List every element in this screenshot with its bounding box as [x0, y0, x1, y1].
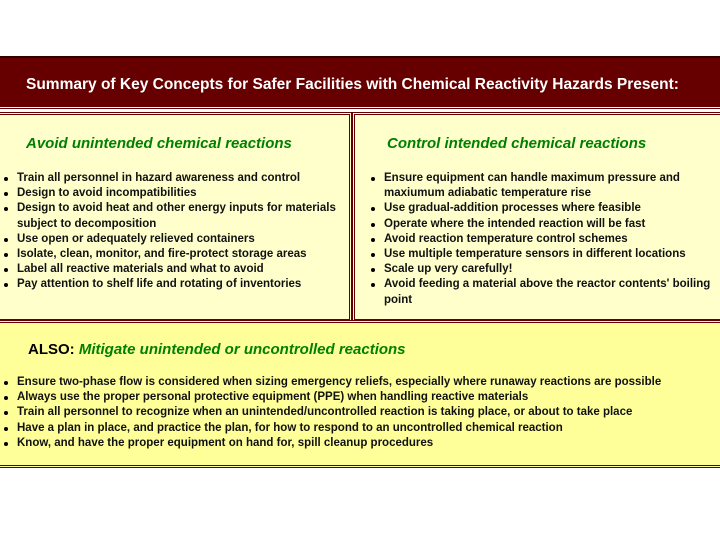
avoid-heading: Avoid unintended chemical reactions: [26, 135, 292, 152]
also-label: ALSO:: [28, 341, 79, 358]
list-item: Avoid reaction temperature control schemes: [367, 232, 719, 247]
mitigate-heading-text: Mitigate unintended or uncontrolled reactions: [78, 341, 406, 358]
list-item: Pay attention to shelf life and rotating of inventories: [0, 277, 340, 292]
list-item: Operate where the intended reaction will be fast: [367, 217, 719, 232]
list-item: Label all reactive materials and what to avoid: [0, 262, 340, 277]
control-list: [367, 171, 719, 308]
page-title: Summary of Key Concepts for Safer Facilities with Chemical Reactivity Hazards Present:: [0, 56, 720, 110]
mitigate-panel: [0, 320, 720, 468]
list-item: Use gradual-addition processes where feasible: [367, 201, 719, 216]
list-item: Ensure two-phase flow is considered when sizing emergency reliefs, especially where runaway reactions are possible: [0, 375, 715, 390]
list-item: Know, and have the proper equipment on hand for, spill cleanup procedures: [0, 436, 715, 451]
list-item: Ensure equipment can handle maximum pressure and maxiumum adiabatic temperature rise: [367, 171, 719, 201]
mitigate-heading: [28, 341, 406, 358]
mitigate-list: [0, 375, 715, 451]
list-item: Avoid feeding a material above the reactor contents' boiling point: [367, 277, 719, 307]
avoid-list: [0, 171, 340, 293]
control-heading: Control intended chemical reactions: [387, 135, 647, 152]
list-item: Scale up very carefully!: [367, 262, 719, 277]
list-item: Have a plan in place, and practice the plan, for how to respond to an uncontrolled chemical reaction: [0, 421, 715, 436]
list-item: Always use the proper personal protective equipment (PPE) when handling reactive materials: [0, 390, 715, 405]
list-item: Design to avoid incompatibilities: [0, 186, 340, 201]
list-item: Train all personnel to recognize when an unintended/uncontrolled reaction is taking place, or about to take place: [0, 405, 715, 420]
avoid-panel: [0, 112, 352, 322]
list-item: Use open or adequately relieved containers: [0, 232, 340, 247]
list-item: Isolate, clean, monitor, and fire-protect storage areas: [0, 247, 340, 262]
control-panel: [352, 112, 720, 322]
list-item: Train all personnel in hazard awareness and control: [0, 171, 340, 186]
list-item: Use multiple temperature sensors in different locations: [367, 247, 719, 262]
list-item: Design to avoid heat and other energy inputs for materials subject to decomposition: [0, 201, 340, 231]
